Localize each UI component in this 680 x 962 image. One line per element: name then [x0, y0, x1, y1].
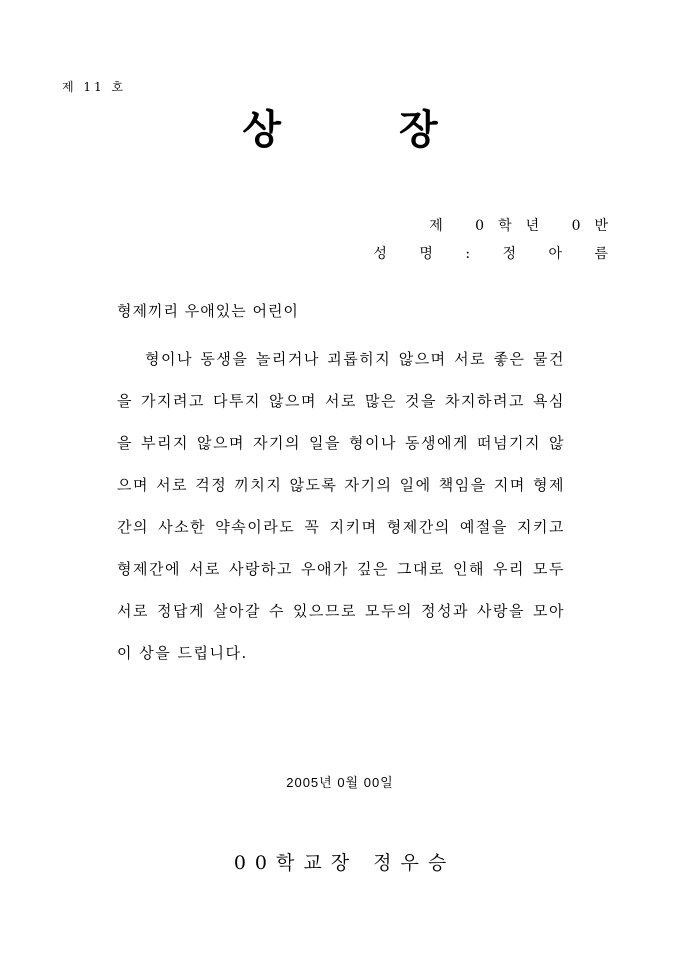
award-category: 형제끼리 우애있는 어린이	[117, 302, 299, 320]
recipient-name: 성 명 : 정 아 름	[373, 246, 622, 262]
award-date: 2005년 0월 00일	[286, 775, 394, 790]
recipient-block	[373, 212, 622, 268]
recipient-class: 제 0학년 0반	[429, 218, 622, 234]
award-citation	[117, 338, 565, 674]
award-number: 제 11 호	[62, 80, 127, 94]
issuer-signature: 00학교장 정우승	[233, 852, 456, 874]
citation-text: 형이나 동생을 놀리거나 괴롭히지 않으며 서로 좋은 물건을 가지려고 다투지 않으며 서로 많은 것을 차지하려고 욕심을 부리지 않으며 자기의 일을 형이나 동생에게 떠넘기지 않으며 서로 걱정 끼치지 않도록 자기의 일에 책임을 지며 형제간의 사소한 약속이라도 꼭 지키며 형제간의 예절을 지키고 형제간에 서로 사랑하고 우애가 깊은 그대로 인해 우리 모두 서로 정답게 살아갈 수 있으므로 모두의 정성과 사랑을 모아 이 상을 드립니다.	[117, 350, 565, 662]
certificate-title: 상장	[242, 106, 556, 153]
